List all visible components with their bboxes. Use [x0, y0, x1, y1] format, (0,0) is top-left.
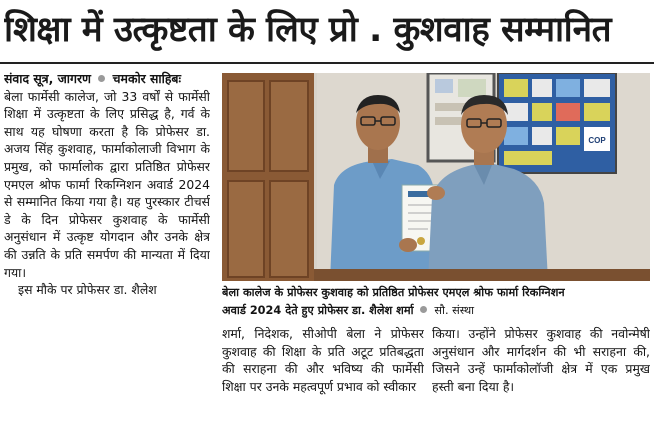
bullet-dot-icon	[98, 75, 105, 82]
photo-caption	[222, 284, 650, 320]
photo-credit: सौ. संस्था	[434, 303, 475, 317]
article-paragraph: बेला फार्मेसी कालेज, जो 33 वर्षों से फार्मेसी शिक्षा में उत्कृष्टता के लिए प्रसिद्ध है, गर्व के साथ यह घोषणा करता है कि प्रोफेसर डा. अजय सिंह कुशवाह, फार्माकोलाजी विभाग के प्रमुख, को फार्मालोक द्वारा प्रतिष्ठित प्रोफेसर एमएल श्रोफ फार्मा रिकग्निशन अवार्ड 2024 से सम्मानित किया गया है। यह पुरस्कार टीचर्स डे के दिन प्रोफेसर कुशवाह के फार्मेसी अनुसंधान में उत्कृष्ट योगदान और उनके क्षेत्र की उन्नति के प्रति समर्पण की मान्यता में दिया गया।	[4, 88, 210, 280]
article-column-left	[4, 70, 210, 440]
caption-line-2	[222, 302, 650, 320]
news-photo	[222, 73, 650, 281]
article-paragraph: इस मौके पर प्रोफेसर डा. शैलेश	[18, 282, 157, 298]
article-column-right	[432, 325, 650, 441]
award-ceremony-photo	[222, 73, 650, 281]
board-label: COP	[588, 136, 606, 145]
dateline-place: चमकोर साहिबः	[112, 71, 182, 86]
article-column-middle	[222, 325, 424, 441]
headline: शिक्षा में उत्कृष्टता के लिए प्रो . कुशवाह सम्मानित	[4, 10, 612, 50]
caption-line-1: बेला कालेज के प्रोफेसर कुशवाह को प्रतिष्ठित प्रोफेसर एमएल श्रोफ फार्मा रिकग्निशन	[222, 286, 565, 299]
credit-dot-icon	[420, 306, 427, 313]
dateline	[4, 70, 210, 88]
caption-line-2-text: अवार्ड 2024 देते हुए प्रोफेसर डा. शैलेश शर्मा	[222, 303, 414, 317]
headline-rule	[0, 62, 654, 64]
article-paragraph: शर्मा, निदेशक, सीओपी बेला ने प्रोफेसर कुशवाह की शिक्षा के प्रति अटूट प्रतिबद्धता की सराहना की और भविष्य की फार्मेसी शिक्षा पर उनके महत्वपूर्ण प्रभाव को स्वीकार	[222, 326, 424, 394]
article-paragraph: किया। उन्होंने प्रोफेसर कुशवाह की नवोन्मेषी अनुसंधान और मार्गदर्शन की भी सराहना की, जिसने उन्हें फार्माकोलॉजी क्षेत्र में एक प्रमुख हस्ती बना दिया है।	[432, 326, 650, 394]
dateline-source: संवाद सूत्र, जागरण	[4, 71, 92, 86]
